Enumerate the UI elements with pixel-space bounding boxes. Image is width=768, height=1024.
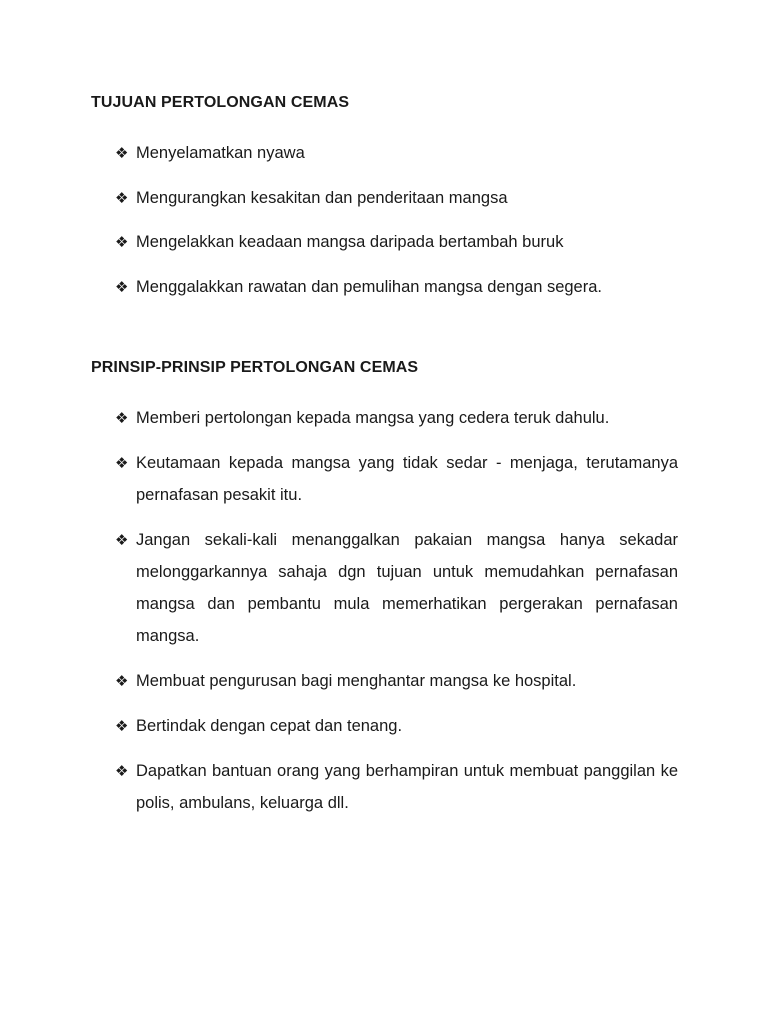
- list-item-text: Dapatkan bantuan orang yang berhampiran untuk membuat panggilan ke polis, ambulans, keluarga dll.: [136, 762, 678, 812]
- list-item: [115, 271, 678, 303]
- list-item-text: Menyelamatkan nyawa: [136, 144, 305, 162]
- list-item: [115, 524, 678, 652]
- four-diamond-bullet-icon: ❖: [115, 762, 129, 780]
- list-item-text: Mengelakkan keadaan mangsa daripada bertambah buruk: [136, 233, 564, 251]
- list-item-text: Bertindak dengan cepat dan tenang.: [136, 717, 403, 735]
- four-diamond-bullet-icon: ❖: [115, 144, 129, 162]
- list-item-text: Membuat pengurusan bagi menghantar mangsa ke hospital.: [136, 672, 577, 690]
- four-diamond-bullet-icon: ❖: [115, 233, 129, 251]
- list-item: [115, 226, 678, 258]
- four-diamond-bullet-icon: ❖: [115, 454, 129, 472]
- list-item-text: Memberi pertolongan kepada mangsa yang cedera teruk dahulu.: [136, 409, 610, 427]
- tujuan-list: [115, 137, 678, 315]
- four-diamond-bullet-icon: ❖: [115, 277, 129, 296]
- list-item: [115, 402, 678, 434]
- list-item: [115, 182, 678, 214]
- list-item-text: Mengurangkan kesakitan dan penderitaan mangsa: [136, 188, 508, 207]
- list-item: [115, 665, 678, 697]
- four-diamond-bullet-icon: ❖: [115, 188, 129, 207]
- section-title-tujuan: TUJUAN PERTOLONGAN CEMAS: [91, 94, 350, 111]
- list-item-text: Jangan sekali-kali menanggalkan pakaian mangsa hanya sekadar melonggarkannya sahaja dgn tujuan untuk memudahkan pernafasan mangsa dan pembantu mula memerhatikan pergerakan pernafasan mangsa.: [136, 531, 678, 645]
- four-diamond-bullet-icon: ❖: [115, 717, 129, 735]
- four-diamond-bullet-icon: ❖: [115, 531, 129, 549]
- prinsip-list: [115, 402, 678, 832]
- list-item: [115, 710, 678, 742]
- four-diamond-bullet-icon: ❖: [115, 672, 129, 690]
- list-item-text: Keutamaan kepada mangsa yang tidak sedar - menjaga, terutamanya pernafasan pesakit itu.: [136, 454, 678, 504]
- four-diamond-bullet-icon: ❖: [115, 409, 129, 427]
- list-item: [115, 137, 678, 169]
- list-item: [115, 755, 678, 819]
- list-item-text: Menggalakkan rawatan dan pemulihan mangsa dengan segera.: [136, 277, 602, 296]
- list-item: [115, 447, 678, 511]
- section-title-prinsip: PRINSIP-PRINSIP PERTOLONGAN CEMAS: [91, 359, 419, 376]
